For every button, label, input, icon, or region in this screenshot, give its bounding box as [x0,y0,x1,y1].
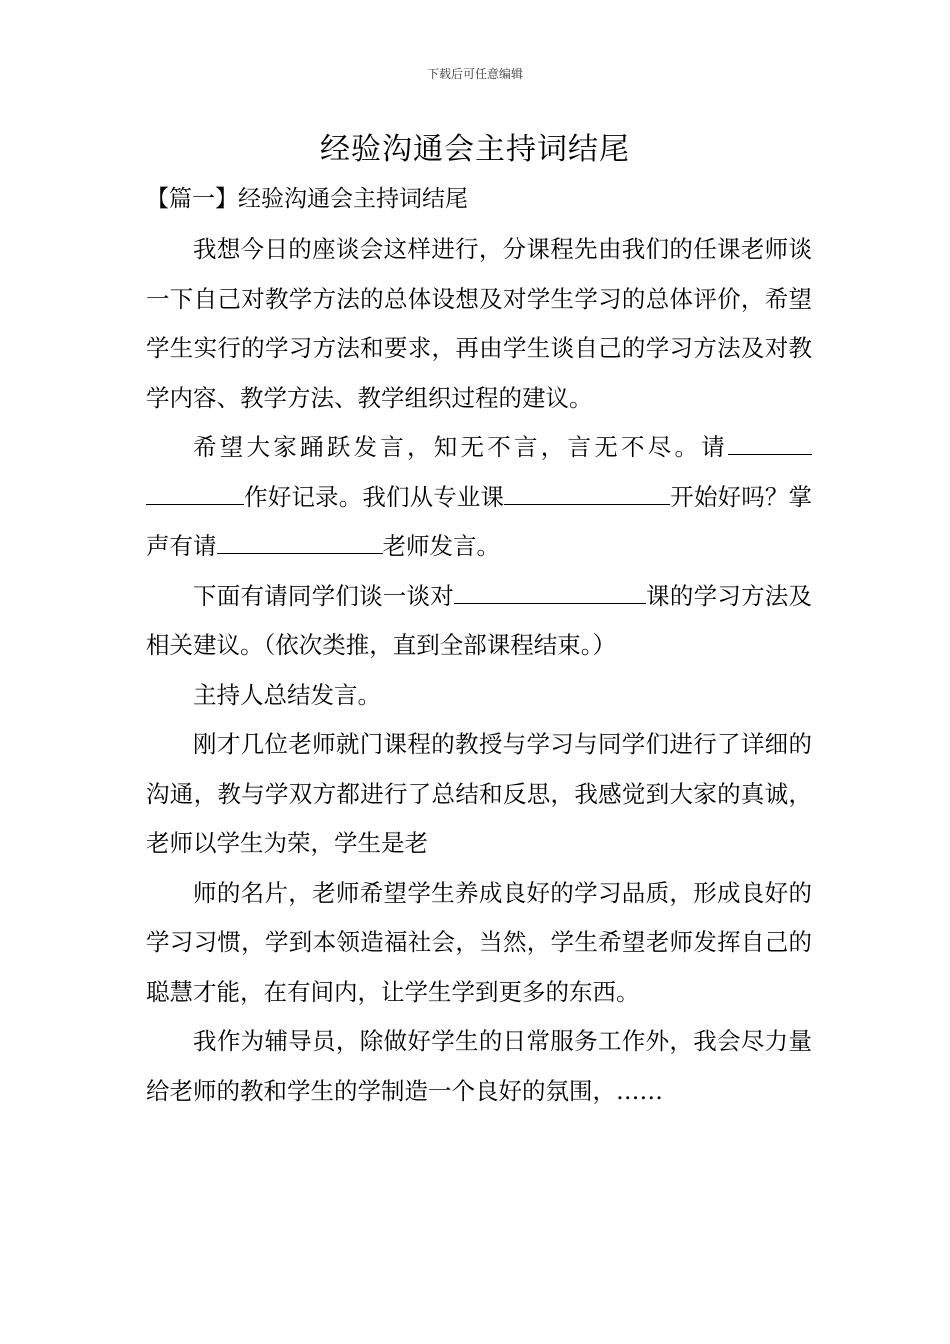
paragraph-6: 师的名片，老师希望学生养成良好的学习品质，形成良好的学习习惯，学到本领造福社会，当然，学生希望老师发挥自己的聪慧才能，在有间内，让学生学到更多的东西。 [146,878,812,1006]
paragraph-5: 刚才几位老师就门课程的教授与学习与同学们进行了详细的沟通，教与学双方都进行了总结和反思，我感觉到大家的真诚，老师以学生为荣，学生是老 [146,730,812,857]
paragraph-2-text-3: 开始好吗？掌声有请 [146,482,813,560]
fill-blank-3 [504,481,670,504]
fill-blank-4 [217,531,383,554]
paragraph-2 [146,423,812,572]
paragraph-2-text-4: 老师发言。 [382,532,500,560]
paragraph-2-text-2: 作好记录。我们从专业课 [244,482,505,511]
paragraph-4: 主持人总结发言。 [193,680,381,709]
fill-blank-1 [728,432,812,455]
section-heading: 【篇一】经验沟通会主持词结尾 [146,186,468,212]
document-title: 经验沟通会主持词结尾 [320,132,630,167]
header-note: 下载后可任意编辑 [426,67,523,81]
document-body [146,225,812,1116]
paragraph-2-text-1: 希望大家踊跃发言，知无不言，言无不尽。请 [193,433,728,461]
paragraph-3-text-2: 课的学习方法及相关建议。（依次类推，直到全部课程结束。） [146,581,813,659]
paragraph-7: 我作为辅导员，除做好学生的日常服务工作外，我会尽力量给老师的教和学生的学制造一个良好的氛围，…… [146,1027,812,1105]
fill-blank-5 [454,580,646,603]
paragraph-3 [146,572,812,671]
fill-blank-2 [146,481,244,504]
paragraph-3-text-1: 下面有请同学们谈一谈对 [193,581,454,610]
paragraph-1: 我想今日的座谈会这样进行，分课程先由我们的任课老师谈一下自己对教学方法的总体设想及对学生学习的总体评价，希望学生实行的学习方法和要求，再由学生谈自己的学习方法及对教学内容、教学方法、教学组织过程的建议。 [146,235,812,412]
